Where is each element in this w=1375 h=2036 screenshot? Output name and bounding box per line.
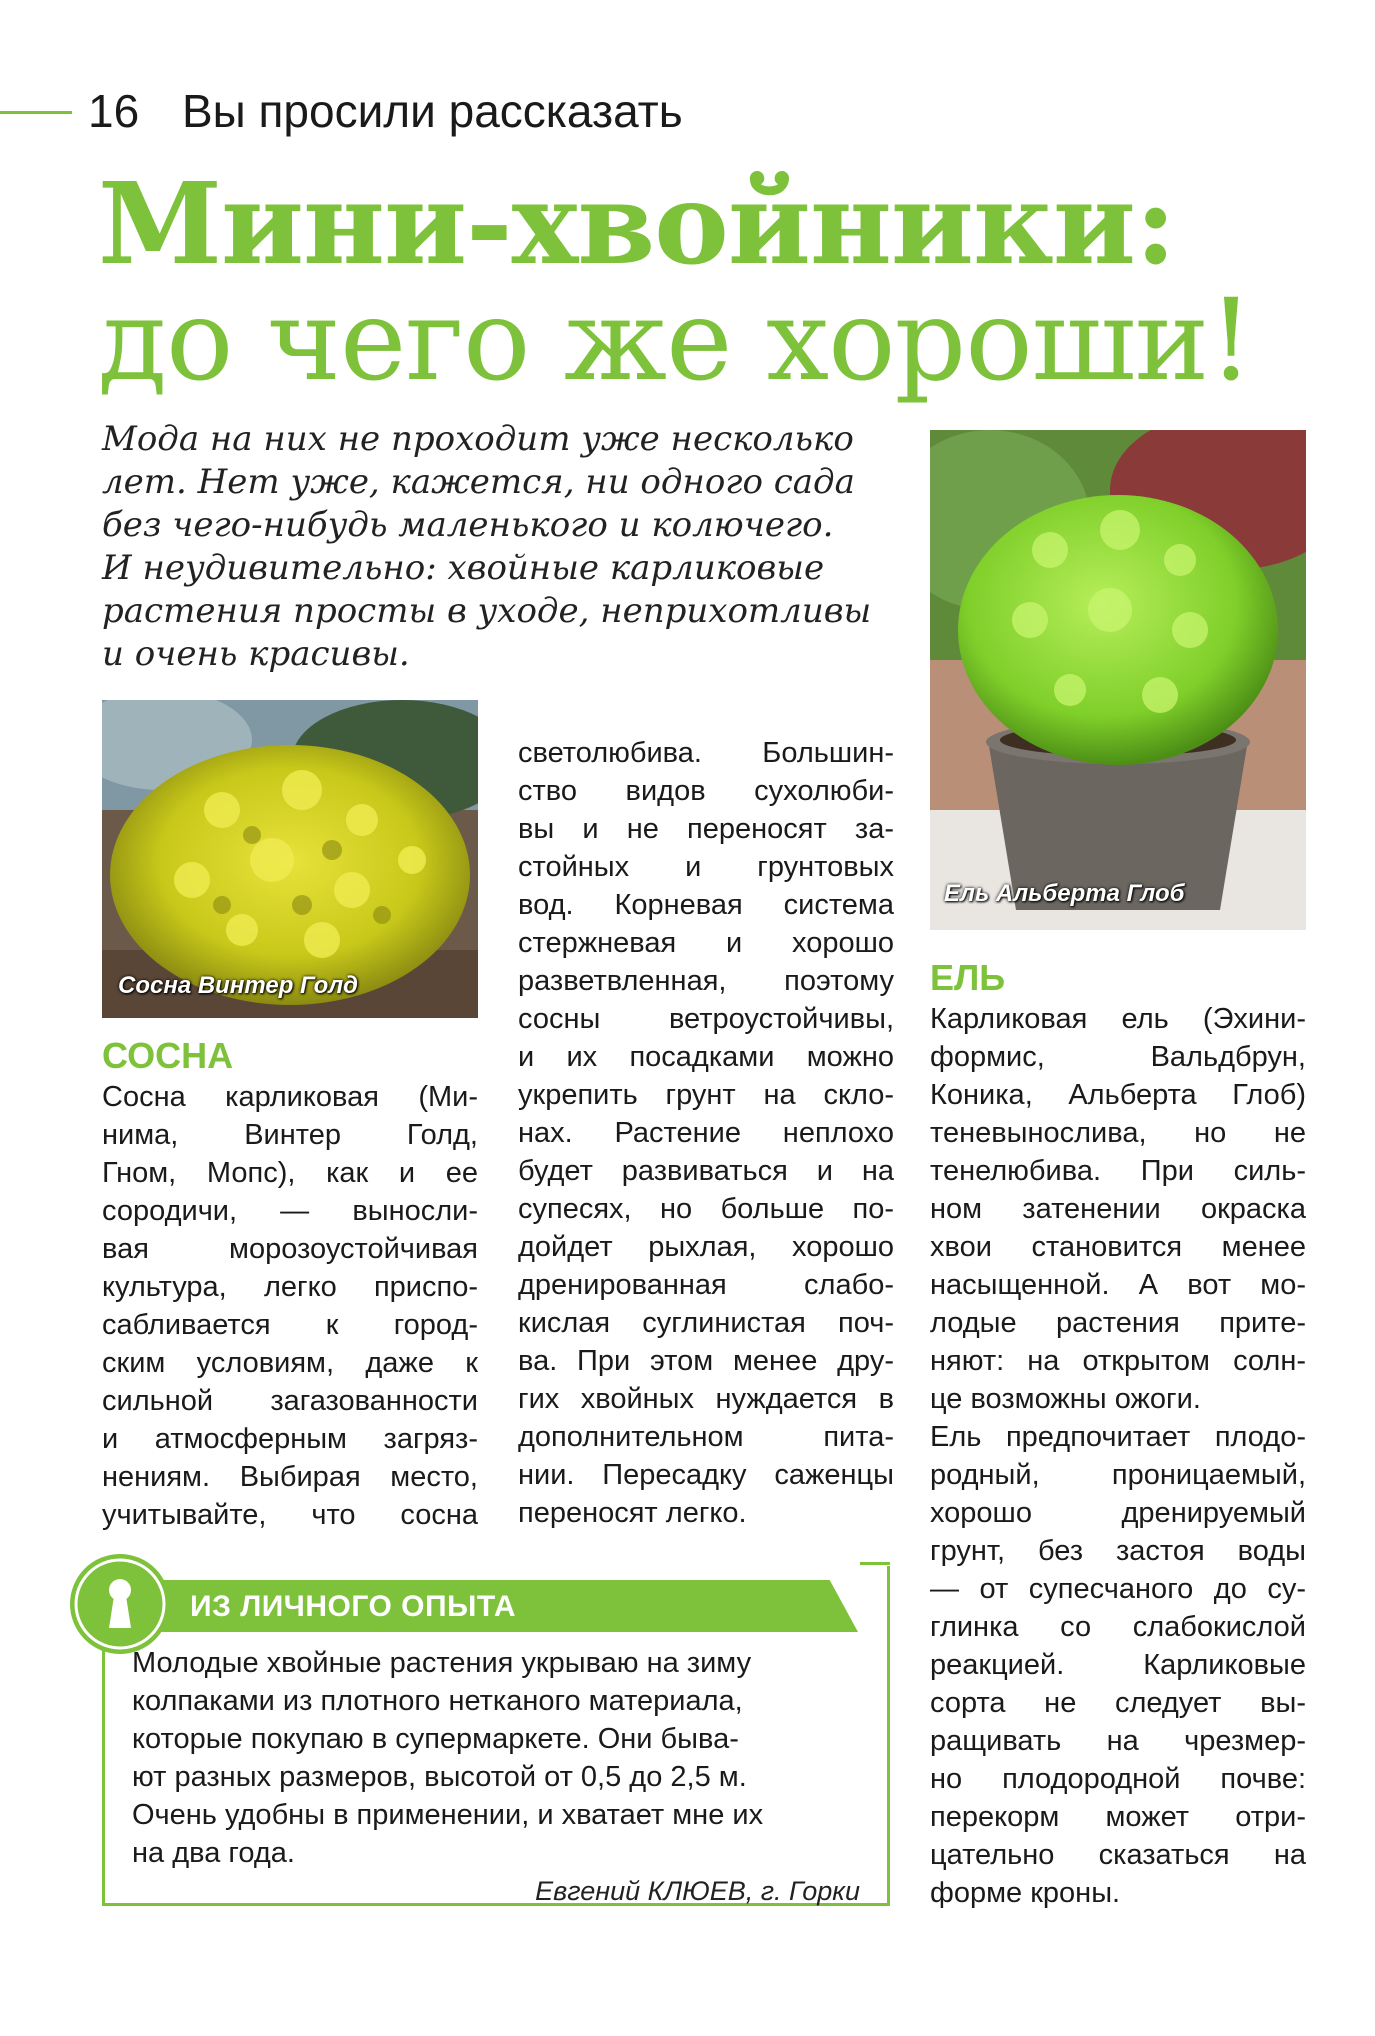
text-line: дополнительном пита-: [518, 1421, 894, 1453]
experience-text: [132, 1644, 862, 1872]
text-line: сорта не следует вы-: [930, 1687, 1306, 1719]
text-line: хвои становится менее: [930, 1231, 1306, 1263]
spruce-illustration: [930, 430, 1306, 930]
text-line: дойдет рыхлая, хорошо: [518, 1231, 894, 1263]
text-line: ским условиям, даже к: [102, 1347, 478, 1379]
text-line: кислая суглинистая поч-: [518, 1307, 894, 1339]
text-line: нениям. Выбирая место,: [102, 1461, 478, 1493]
text-line: стойных и грунтовых: [518, 851, 894, 883]
text-line: стержневая и хорошо: [518, 927, 894, 959]
text-line: цательно сказаться на: [930, 1839, 1306, 1871]
experience-title: ИЗ ЛИЧНОГО ОПЫТА: [190, 1590, 517, 1623]
page-number: 16: [88, 85, 140, 137]
text-line: родный, проницаемый,: [930, 1459, 1306, 1491]
text-line: хорошо дренируемый: [930, 1497, 1306, 1529]
text-line: которые покупаю в супермаркете. Они быва-: [132, 1723, 739, 1755]
text-line: вы и не переносят за-: [518, 813, 894, 845]
text-line: сородичи, — выносли-: [102, 1195, 478, 1227]
text-line: форме кроны.: [930, 1877, 1121, 1909]
article-title-line2: до чего же хороши!: [98, 276, 1253, 406]
text-line: формис, Вальдбрун,: [930, 1041, 1306, 1073]
text-line: переносят легко.: [518, 1497, 747, 1529]
text-line: сильной загазованности: [102, 1385, 478, 1417]
text-line: будет развиваться и на: [518, 1155, 894, 1187]
spruce-caption: Ель Альберта Глоб: [944, 880, 1185, 907]
text-line: Очень удобны в применении, и хватает мне их: [132, 1799, 764, 1831]
intro-line: и очень красивы.: [102, 634, 410, 674]
text-line: но плодородной почве:: [930, 1763, 1306, 1795]
pine-heading: СОСНА: [102, 1035, 234, 1076]
experience-box-corner: [860, 1562, 890, 1565]
text-line: глинка со слабокислой: [930, 1611, 1306, 1643]
text-line: няют: на открытом солн-: [930, 1345, 1306, 1377]
spruce-text: [930, 1000, 1306, 1912]
text-line: сабливается к город-: [102, 1309, 478, 1341]
intro-line: растения просты в уходе, неприхотливы: [102, 591, 872, 631]
text-line: и их посадками можно: [518, 1041, 894, 1073]
text-line: Карликовая ель (Эхини-: [930, 1003, 1306, 1035]
text-line: це возможны ожоги.: [930, 1383, 1201, 1415]
text-line: ва. При этом менее дру-: [518, 1345, 894, 1377]
text-line: супесях, но больше по-: [518, 1193, 894, 1225]
experience-author: Евгений КЛЮЕВ, г. Горки: [535, 1876, 860, 1906]
text-line: ном затенении окраска: [930, 1193, 1306, 1225]
text-line: укрепить грунт на скло-: [518, 1079, 894, 1111]
article-intro: [102, 418, 902, 676]
intro-line: лет. Нет уже, кажется, ни одного сада: [102, 462, 855, 502]
text-line: сосны ветроустойчивы,: [518, 1003, 894, 1035]
text-line: ращивать на чрезмер-: [930, 1725, 1306, 1757]
text-line: насыщенной. А вот мо-: [930, 1269, 1306, 1301]
text-line: теневынослива, но не: [930, 1117, 1306, 1149]
text-line: лодые растения прите-: [930, 1307, 1306, 1339]
pine-photo: [102, 700, 478, 1018]
text-line: гих хвойных нуждается в: [518, 1383, 894, 1415]
text-line: колпаками из плотного нетканого материала,: [132, 1685, 743, 1717]
text-line: реакцией. Карликовые: [930, 1649, 1306, 1681]
text-line: Коника, Альберта Глоб): [930, 1079, 1306, 1111]
section-title: Вы просили рассказать: [182, 85, 683, 137]
intro-line: Мода на них не проходит уже несколько: [102, 419, 854, 459]
pine-text-continued: [518, 734, 894, 1532]
text-line: Молодые хвойные растения укрываю на зиму: [132, 1647, 752, 1679]
text-line: культура, легко приспо-: [102, 1271, 478, 1303]
pine-caption: Сосна Винтер Голд: [118, 972, 358, 999]
text-line: вод. Корневая система: [518, 889, 894, 921]
text-line: — от супесчаного до су-: [930, 1573, 1306, 1605]
text-line: ство видов сухолюби-: [518, 775, 894, 807]
text-line: учитывайте, что сосна: [102, 1499, 478, 1531]
text-line: Ель предпочитает плодо-: [930, 1421, 1306, 1453]
pine-text: [102, 1078, 478, 1534]
keyhole-icon: [68, 1552, 172, 1656]
text-line: нии. Пересадку саженцы: [518, 1459, 894, 1491]
text-line: Сосна карликовая (Ми-: [102, 1081, 478, 1113]
text-line: на два года.: [132, 1837, 295, 1869]
text-line: дренированная слабо-: [518, 1269, 894, 1301]
header-rule: [0, 111, 72, 114]
spruce-heading: ЕЛЬ: [930, 957, 1006, 998]
spruce-photo: [930, 430, 1306, 930]
text-line: грунт, без застоя воды: [930, 1535, 1306, 1567]
text-line: и атмосферным загряз-: [102, 1423, 478, 1455]
text-line: перекорм может отри-: [930, 1801, 1306, 1833]
article-title-line1: Мини-хвойники:: [98, 159, 1176, 290]
text-line: светолюбива. Большин-: [518, 737, 894, 769]
intro-line: без чего-нибудь маленького и колючего.: [102, 505, 834, 545]
text-line: Гном, Мопс), как и ее: [102, 1157, 478, 1189]
text-line: нах. Растение неплохо: [518, 1117, 894, 1149]
intro-line: И неудивительно: хвойные карликовые: [102, 548, 825, 588]
text-line: нима, Винтер Голд,: [102, 1119, 478, 1151]
pine-illustration: [102, 700, 478, 1018]
text-line: вая морозоустойчивая: [102, 1233, 478, 1265]
text-line: ют разных размеров, высотой от 0,5 до 2,5 м.: [132, 1761, 747, 1793]
text-line: разветвленная, поэтому: [518, 965, 894, 997]
text-line: тенелюбива. При силь-: [930, 1155, 1306, 1187]
